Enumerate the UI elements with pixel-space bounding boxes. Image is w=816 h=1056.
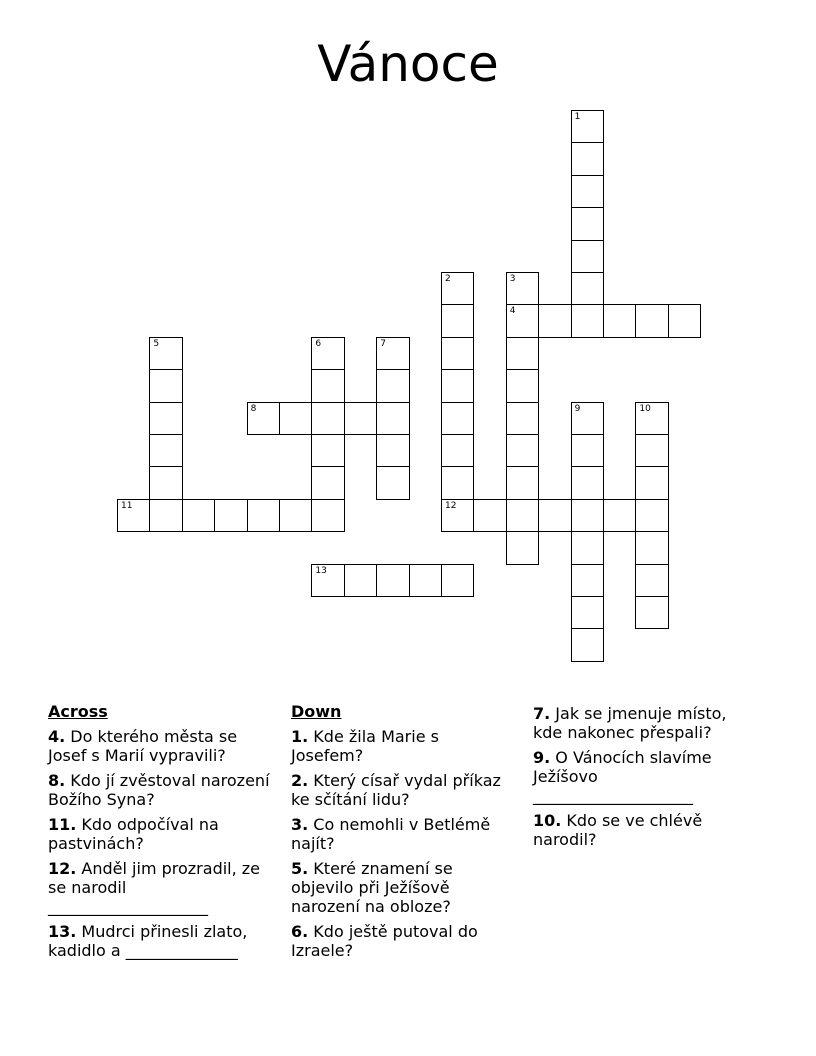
grid-cell[interactable] [149,499,182,532]
grid-cell[interactable] [571,207,604,240]
down-clues [291,702,511,966]
grid-cell[interactable] [311,402,344,435]
grid-cell[interactable] [571,272,604,305]
grid-cell[interactable] [441,402,474,435]
grid-cell[interactable] [441,466,474,499]
grid-cell[interactable] [149,369,182,402]
grid-cell[interactable] [635,531,668,564]
grid-cell[interactable] [506,466,539,499]
grid-cell[interactable] [635,596,668,629]
clue-down-9: 9. O Vánocích slavíme Ježíšovo ____________________ [533,748,712,805]
grid-cell[interactable] [635,466,668,499]
grid-cell[interactable] [571,596,604,629]
grid-cell[interactable] [506,402,539,435]
grid-cell[interactable] [311,337,344,370]
clue-down-7: 7. Jak se jmenuje místo, kde nakonec přespali? [533,704,727,742]
clue-across-13: 13. Mudrci přinesli zlato, kadidlo a ______________ [48,922,248,960]
grid-cell[interactable] [376,337,409,370]
clue-number: 3 [509,274,516,284]
grid-cell[interactable] [538,499,571,532]
grid-cell[interactable] [311,466,344,499]
grid-cell[interactable] [506,272,539,305]
grid-cell[interactable] [311,564,344,597]
grid-cell[interactable] [311,499,344,532]
clue-across-11: 11. Kdo odpočíval na pastvinách? [48,815,219,853]
grid-cell[interactable] [441,369,474,402]
grid-cell[interactable] [441,434,474,467]
grid-cell[interactable] [376,402,409,435]
grid-cell[interactable] [571,434,604,467]
grid-cell[interactable] [506,531,539,564]
grid-cell[interactable] [473,499,506,532]
clue-number: 1 [574,112,581,122]
grid-cell[interactable] [603,499,636,532]
grid-cell[interactable] [538,304,571,337]
clue-number: 7 [380,338,386,349]
grid-cell[interactable] [571,142,604,175]
grid-cell[interactable] [376,369,409,402]
clue-down-6: 6. Kdo ještě putoval do Izraele? [291,922,478,960]
grid-cell[interactable] [376,434,409,467]
clue-down-2: 2. Který císař vydal příkaz ke sčítání lidu? [291,771,501,809]
clue-across-4: 4. Do kterého města se Josef s Marií vypravili? [48,727,238,765]
grid-cell[interactable] [441,499,474,532]
across-clues [48,702,273,966]
grid-cell[interactable] [506,369,539,402]
grid-cell[interactable] [668,304,701,337]
grid-cell[interactable] [344,402,377,435]
clue-number: 8 [250,403,257,414]
grid-cell[interactable] [441,272,474,305]
grid-cell[interactable] [635,434,668,467]
grid-cell[interactable] [571,110,604,143]
grid-cell[interactable] [571,466,604,499]
clue-down-10: 10. Kdo se ve chlévě narodil? [533,811,703,849]
grid-cell[interactable] [571,628,604,661]
grid-cell[interactable] [571,531,604,564]
down-heading: Down [291,702,342,721]
grid-cell[interactable] [635,564,668,597]
grid-cell[interactable] [506,337,539,370]
clue-number: 5 [153,338,160,349]
clue-across-12: 12. Anděl jim prozradil, ze se narodil ____________________ [48,859,261,916]
grid-cell[interactable] [441,304,474,337]
clue-down-5: 5. Které znamení se objevilo při Ježíšově narození na obloze? [291,859,453,916]
clue-number: 10 [639,403,651,414]
grid-cell[interactable] [149,402,182,435]
grid-cell[interactable] [182,499,215,532]
grid-cell[interactable] [149,434,182,467]
grid-cell[interactable] [635,499,668,532]
grid-cell[interactable] [247,499,280,532]
down-clues-continued [533,704,743,855]
puzzle-title: Vánoce [317,35,499,93]
grid-cell[interactable] [376,466,409,499]
grid-cell[interactable] [279,499,312,532]
grid-cell[interactable] [247,402,280,435]
grid-cell[interactable] [311,369,344,402]
clue-number: 12 [445,500,457,511]
grid-cell[interactable] [635,402,668,435]
grid-cell[interactable] [635,304,668,337]
clue-number: 11 [121,500,133,511]
clue-number: 6 [315,338,322,349]
grid-cell[interactable] [279,402,312,435]
clue-down-3: 3. Co nemohli v Betlémě najít? [291,815,491,853]
grid-cell[interactable] [506,304,539,337]
grid-cell[interactable] [376,564,409,597]
clue-number: 9 [574,403,581,414]
grid-cell[interactable] [571,402,604,435]
grid-cell[interactable] [571,240,604,273]
grid-cell[interactable] [441,337,474,370]
clue-number: 4 [509,306,516,317]
grid-cell[interactable] [506,499,539,532]
clue-number: 2 [445,274,451,284]
grid-cell[interactable] [571,499,604,532]
grid-cell[interactable] [571,564,604,597]
grid-cell[interactable] [409,564,442,597]
clue-across-8: 8. Kdo jí zvěstoval narození Božího Syna? [48,771,270,809]
across-heading: Across [48,702,108,721]
grid-cell[interactable] [311,434,344,467]
grid-cell[interactable] [214,499,247,532]
grid-cell[interactable] [344,564,377,597]
grid-cell[interactable] [149,466,182,499]
grid-cell[interactable] [441,564,474,597]
clue-down-1: 1. Kde žila Marie s Josefem? [291,727,439,765]
grid-cell[interactable] [571,304,604,337]
grid-cell[interactable] [603,304,636,337]
grid-cell[interactable] [149,337,182,370]
grid-cell[interactable] [571,175,604,208]
grid-cell[interactable] [117,499,150,532]
grid-cell[interactable] [506,434,539,467]
clue-number: 13 [315,565,327,576]
